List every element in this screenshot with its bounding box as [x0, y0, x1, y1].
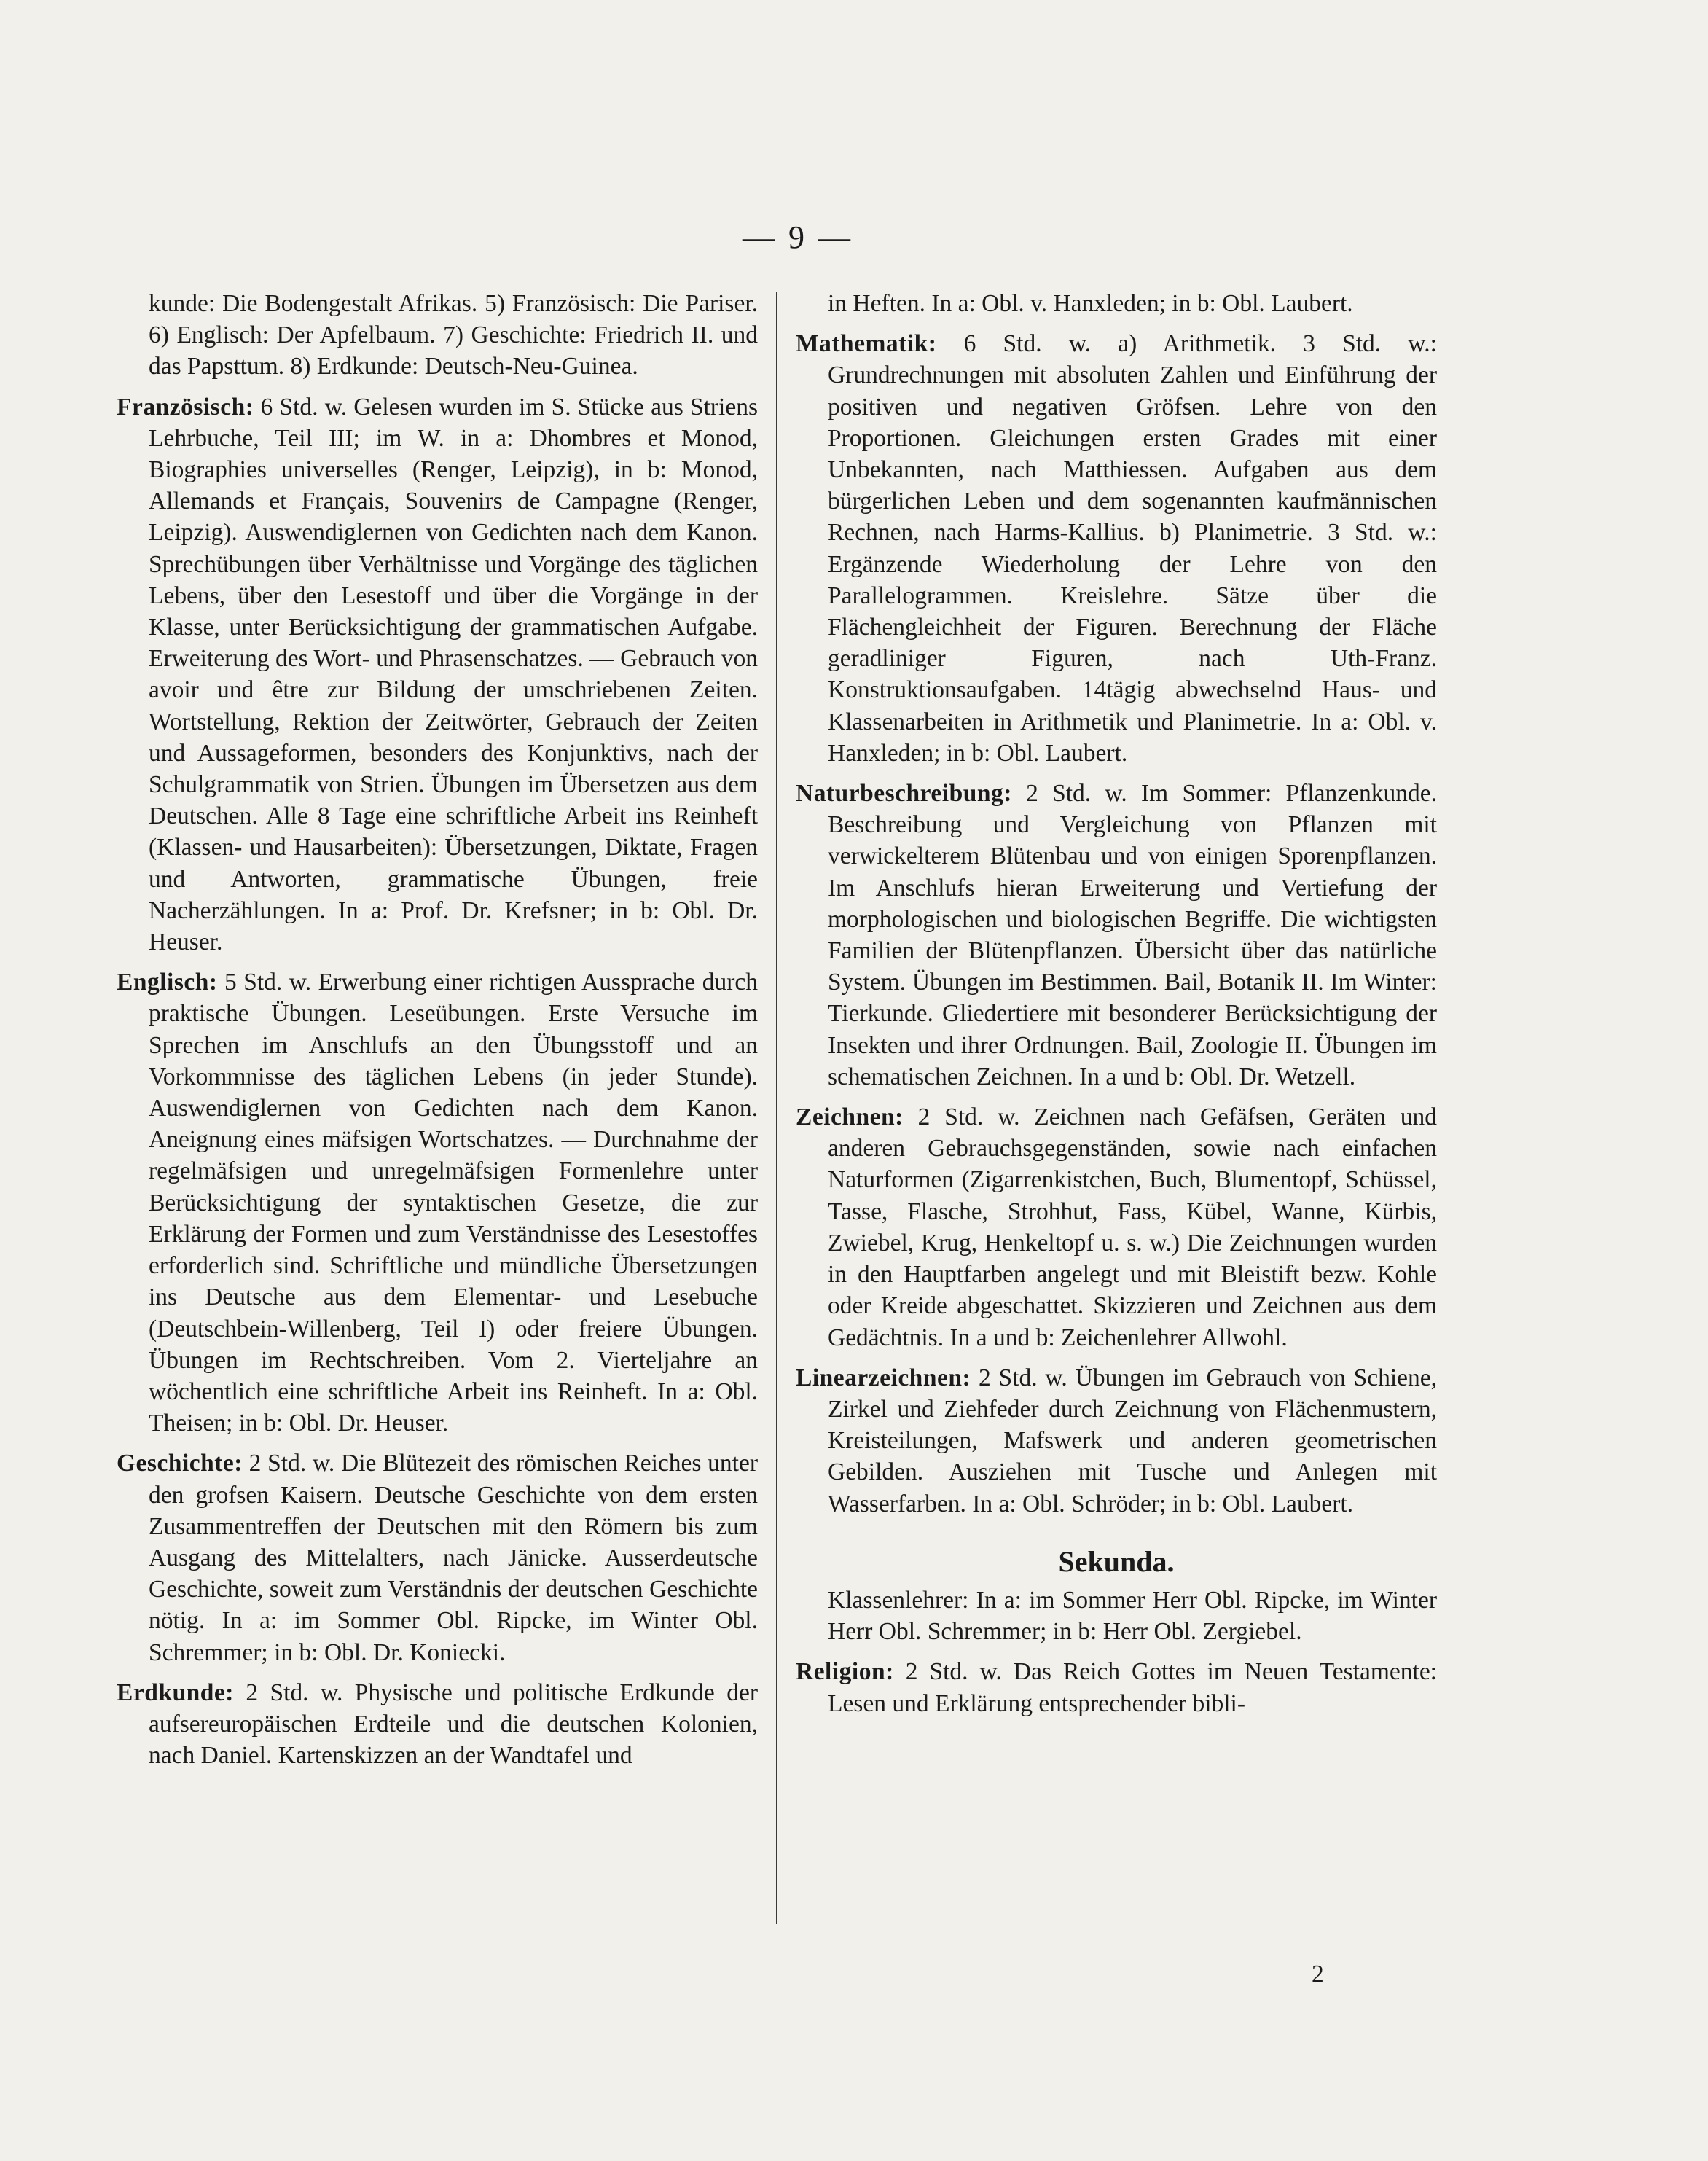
subject-label: Geschichte: — [117, 1450, 243, 1477]
left-intro: kunde: Die Bodengestalt Afrikas. 5) Französisch: Die Pariser. 6) Englisch: Der Apfelbaum. 7) Geschichte: Friedrich II. und das Papsttum. 8) Erdkunde: Deutsch-Neu-Guinea. — [149, 290, 758, 380]
section-mathematik — [796, 328, 1437, 769]
section-erdkunde — [117, 1677, 758, 1772]
subject-label: Religion: — [796, 1658, 894, 1686]
section-text: 5 Std. w. Erwerbung einer richtigen Aussprache durch praktische Übungen. Leseübungen. Erste Versuche im Sprechen im Anschlufs an den Übungsstoff und an Vorkommnisse des täglichen Lebens (in jeder Stunde). Auswendiglernen von Gedichten nach dem Kanon. Aneignung eines mäfsigen Wortschatzes. — Durchnahme der regelmäfsigen und unregelmäfsigen Formenlehre unter Berücksichtigung der syntaktischen Gesetze, die zur Erklärung der Formen und zum Verständnisse des Lesestoffes erforderlich sind. Schriftliche und mündliche Übersetzungen ins Deutsche aus dem Elementar- und Lesebuche (Deutschbein-Willenberg, Teil I) oder freiere Übungen. Übungen im Rechtschreiben. Vom 2. Vierteljahre an wöchentlich eine schriftliche Arbeit ins Reinheft. In a: Obl. Theisen; in b: Obl. Dr. Heuser. — [149, 969, 758, 1437]
subject-label: Erdkunde: — [117, 1679, 234, 1706]
subject-label: Naturbeschreibung: — [796, 780, 1012, 808]
section-text: 2 Std. w. Im Sommer: Pflanzenkunde. Beschreibung und Vergleichung von Pflanzen mit verwickelterem Blütenbau und von einigen Sporenpflanzen. Im Anschlufs hieran Erweiterung und Vertiefung der morphologischen und biologischen Begriffe. Die wichtigsten Familien der Blütenpflanzen. Übersicht über das natürliche System. Übungen im Bestimmen. Bail, Botanik II. Im Winter: Tierkunde. Gliedertiere mit besonderer Berücksichtigung der Insekten und ihrer Ordnungen. Bail, Zoologie II. Übungen im schematischen Zeichnen. In a und b: Obl. Dr. Wetzell. — [828, 780, 1437, 1090]
section-religion — [796, 1656, 1437, 1719]
section-linearzeichnen — [796, 1362, 1437, 1520]
right-column — [796, 288, 1437, 1728]
subject-label: Mathematik: — [796, 330, 937, 358]
left-column — [117, 288, 758, 1780]
klassenlehrer-line: Klassenlehrer: In a: im Sommer Herr Obl. Ripcke, im Winter Herr Obl. Schremmer; in b: Herr Obl. Zergiebel. — [828, 1586, 1437, 1646]
section-text: 2 Std. w. Zeichnen nach Gefäfsen, Geräten und anderen Gebrauchsgegenständen, sowie nach einfachen Naturformen (Zigarrenkistchen, Buch, Blumentopf, Schüssel, Tasse, Flasche, Strohhut, Fass, Kübel, Wanne, Kürbis, Zwiebel, Krug, Henkeltopf u. s. w.) Die Zeichnungen wurden in den Hauptfarben angelegt und mit Bleistift bezw. Kohle oder Kreide abgeschattet. Skizzieren und Zeichnen aus dem Gedächtnis. In a und b: Zeichenlehrer Allwohl. — [828, 1103, 1437, 1351]
subject-label: Englisch: — [117, 969, 218, 996]
subject-label: Linearzeichnen: — [796, 1364, 971, 1391]
section-text: 2 Std. w. Die Blütezeit des römischen Reiches unter den grofsen Kaisern. Deutsche Geschichte von dem ersten Zusammentreffen der Deutschen mit den Römern bis zum Ausgang des Mittelalters, nach Jänicke. Ausserdeutsche Geschichte, soweit zum Verständnis der deutschen Geschichte nötig. In a: im Sommer Obl. Ripcke, im Winter Obl. Schremmer; in b: Obl. Dr. Koniecki. — [149, 1450, 758, 1666]
column-divider — [776, 292, 777, 1924]
right-intro: in Heften. In a: Obl. v. Hanxleden; in b: Obl. Laubert. — [828, 290, 1353, 317]
section-geschichte — [117, 1447, 758, 1668]
page-number: — 9 — — [743, 219, 853, 255]
section-naturbeschreibung — [796, 778, 1437, 1093]
sekunda-heading: Sekunda. — [1058, 1544, 1175, 1578]
section-text: 2 Std. w. Physische und politische Erdkunde der aufsereuropäischen Erdteile und die deutschen Kolonien, nach Daniel. Kartenskizzen an der Wandtafel und — [149, 1679, 758, 1770]
signature-mark: 2 — [1312, 1961, 1324, 1988]
section-text: 2 Std. w. Das Reich Gottes im Neuen Testamente: Lesen und Erklärung entsprechender bibli- — [828, 1658, 1437, 1717]
section-text: 6 Std. w. a) Arithmetik. 3 Std. w.: Grundrechnungen mit absoluten Zahlen und Einführung der positiven und negativen Gröfsen. Lehre von den Proportionen. Gleichungen ersten Grades mit einer Unbekannten, nach Matthiessen. Aufgaben aus dem bürgerlichen Leben und dem sogenannten kaufmännischen Rechnen, nach Harms-Kallius. b) Planimetrie. 3 Std. w.: Ergänzende Wiederholung der Lehre von den Parallelogrammen. Kreislehre. Sätze über die Flächengleichheit der Figuren. Berechnung der Fläche geradliniger Figuren, nach Uth-Franz. Konstruktionsaufgaben. 14tägig abwechselnd Haus- und Klassenarbeiten in Arithmetik und Planimetrie. In a: Obl. v. Hanxleden; in b: Obl. Laubert. — [828, 330, 1437, 767]
section-franzoesisch — [117, 391, 758, 958]
subject-label: Zeichnen: — [796, 1103, 904, 1131]
subject-label: Französisch: — [117, 393, 254, 421]
section-zeichnen — [796, 1101, 1437, 1353]
section-englisch — [117, 966, 758, 1439]
section-text: 2 Std. w. Übungen im Gebrauch von Schiene, Zirkel und Ziehfeder durch Zeichnung von Flächenmustern, Kreisteilungen, Mafswerk und anderen geometrischen Gebilden. Ausziehen mit Tusche und Anlegen mit Wasserfarben. In a: Obl. Schröder; in b: Obl. Laubert. — [828, 1364, 1437, 1517]
section-text: 6 Std. w. Gelesen wurden im S. Stücke aus Striens Lehrbuche, Teil III; im W. in a: Dhombres et Monod, Biographies universelles (Renger, Leipzig), in b: Monod, Allemands et Français, Souvenirs de Campagne (Renger, Leipzig). Auswendiglernen von Gedichten nach dem Kanon. Sprechübungen über Verhältnisse und Vorgänge des täglichen Lebens, über den Lesestoff und über die Vorgänge in der Klasse, unter Berücksichtigung der grammatischen Aufgabe. Erweiterung des Wort- und Phrasenschatzes. — Gebrauch von avoir und être zur Bildung der umschriebenen Zeiten. Wortstellung, Rektion der Zeitwörter, Gebrauch der Zeiten und Aussageformen, besonders des Konjunktivs, nach der Schulgrammatik von Strien. Übungen im Übersetzen aus dem Deutschen. Alle 8 Tage eine schriftliche Arbeit ins Reinheft (Klassen- und Hausarbeiten): Übersetzungen, Diktate, Fragen und Antworten, grammatische Übungen, freie Nacherzählungen. In a: Prof. Dr. Krefsner; in b: Obl. Dr. Heuser. — [149, 393, 758, 956]
